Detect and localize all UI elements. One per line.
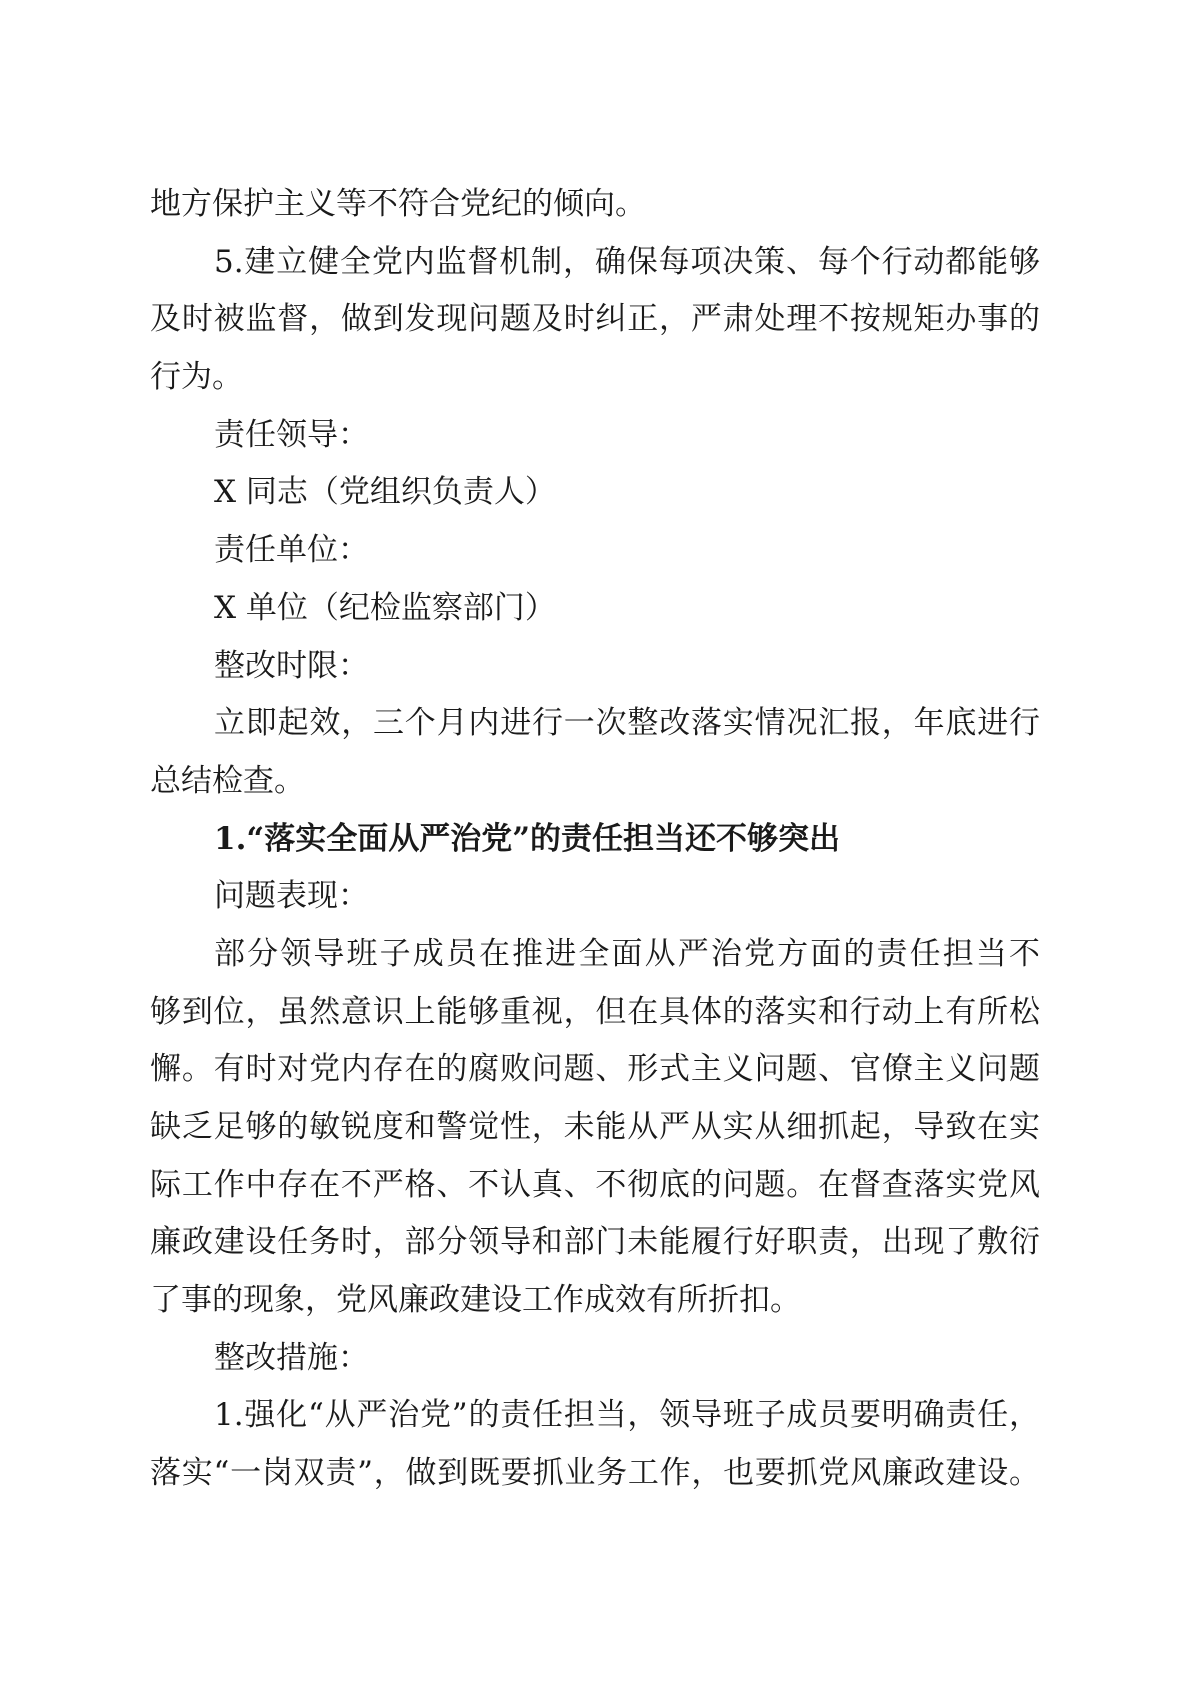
field-label-problem: 问题表现： — [214, 878, 369, 915]
field-label-responsible-leader: 责任领导： — [214, 416, 369, 453]
paragraph-line: 懈。有时对党内存在的腐败问题、形式主义问题、官僚主义问题 — [150, 1051, 1040, 1088]
paragraph-line: 际工作中存在不严格、不认真、不彻底的问题。在督查落实党风 — [150, 1166, 1040, 1203]
paragraph-line: 了事的现象，党风廉政建设工作成效有所折扣。 — [150, 1282, 801, 1319]
paragraph-line: 1.强化“从严治党”的责任担当，领导班子成员要明确责任， — [214, 1397, 1040, 1434]
paragraph-line: 落实“一岗双责”，做到既要抓业务工作，也要抓党风廉政建设。 — [150, 1455, 1040, 1492]
field-label-measures: 整改措施： — [214, 1339, 369, 1376]
paragraph-line: 立即起效，三个月内进行一次整改落实情况汇报，年底进行 — [214, 705, 1040, 742]
section-heading: 1.“落实全面从严治党”的责任担当还不够突出 — [214, 820, 841, 857]
field-label-responsible-unit: 责任单位： — [214, 532, 369, 569]
paragraph-line: 总结检查。 — [150, 762, 305, 799]
paragraph-line: 廉政建设任务时，部分领导和部门未能履行好职责，出现了敷衍 — [150, 1224, 1040, 1261]
paragraph-line: 行为。 — [150, 359, 243, 396]
paragraph-line: 部分领导班子成员在推进全面从严治党方面的责任担当不 — [214, 935, 1040, 972]
paragraph-line: 5.建立健全党内监督机制，确保每项决策、每个行动都能够 — [214, 243, 1040, 280]
paragraph-line: 及时被监督，做到发现问题及时纠正，严肃处理不按规矩办事的 — [150, 301, 1040, 338]
paragraph-line: 够到位，虽然意识上能够重视，但在具体的落实和行动上有所松 — [150, 993, 1040, 1030]
paragraph-line: 地方保护主义等不符合党纪的倾向。 — [150, 186, 646, 222]
field-value-responsible-leader: X 同志（党组织负责人） — [214, 474, 556, 511]
field-value-responsible-unit: X 单位（纪检监察部门） — [214, 589, 556, 626]
document-body — [150, 176, 1040, 1503]
field-label-deadline: 整改时限： — [214, 647, 369, 684]
paragraph-line: 缺乏足够的敏锐度和警觉性，未能从严从实从细抓起，导致在实 — [150, 1109, 1040, 1145]
